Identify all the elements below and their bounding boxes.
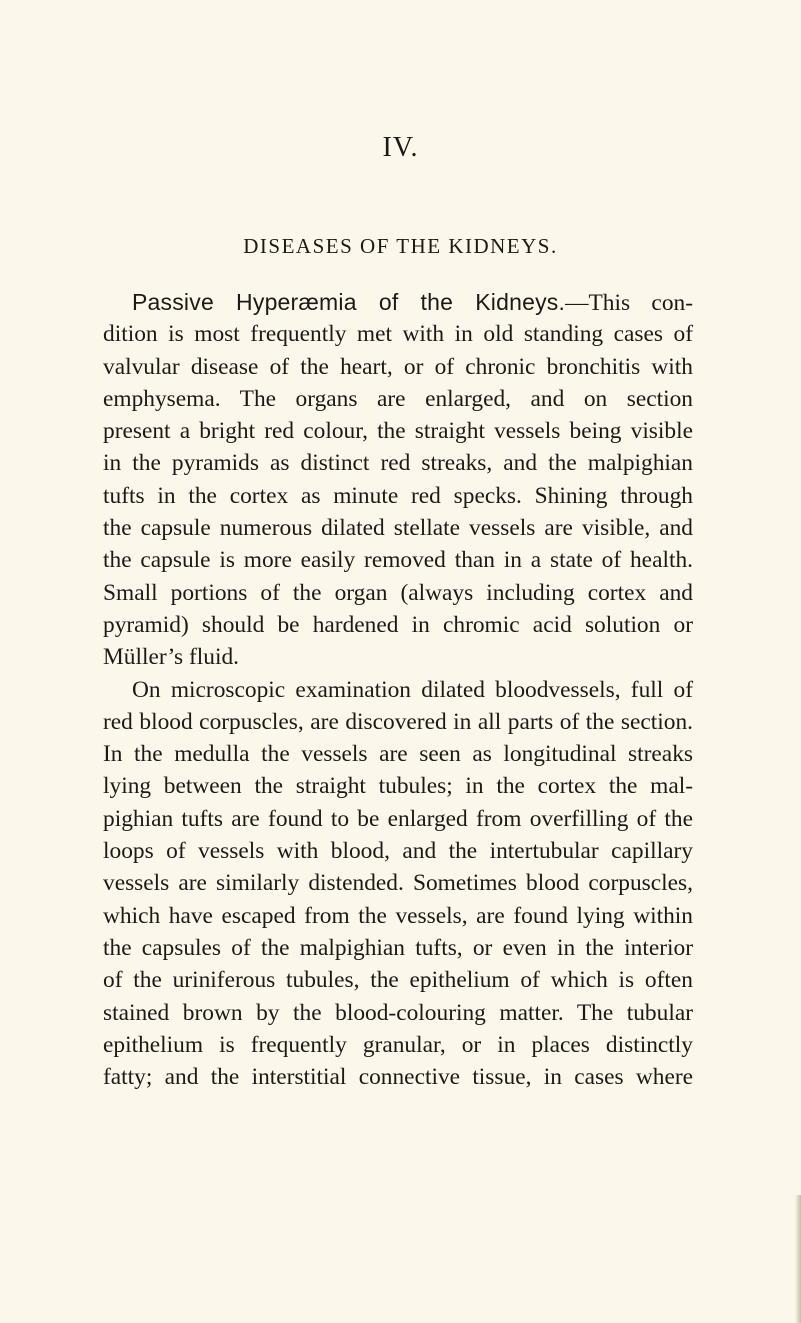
text-line: in the pyramids as distinct red streaks, and the malpighian bbox=[103, 450, 693, 477]
text-line: emphysema. The organs are enlarged, and on section bbox=[103, 385, 693, 412]
text-line: the capsule numerous dilated stellate vessels are visible, and bbox=[103, 515, 693, 542]
text-line: pighian tufts are found to be enlarged from overfilling of the bbox=[103, 805, 693, 832]
text-line: which have escaped from the vessels, are found lying within bbox=[103, 902, 693, 929]
text-line: pyramid) should be hardened in chromic acid solution or bbox=[103, 611, 693, 638]
text-line: present a bright red colour, the straight vessels being visible bbox=[103, 418, 693, 445]
text-line: lying between the straight tubules; in the cortex the mal- bbox=[103, 773, 693, 800]
text-line bbox=[103, 286, 693, 318]
text-line: the capsule is more easily removed than in a state of health. bbox=[103, 547, 693, 574]
text-line: valvular disease of the heart, or of chronic bronchitis with bbox=[103, 353, 693, 380]
text-line: Müller’s fluid. bbox=[103, 644, 240, 671]
chapter-number: IV. bbox=[382, 132, 419, 163]
text-line: dition is most frequently met with in old standing cases of bbox=[103, 321, 693, 348]
text-line: In the medulla the vessels are seen as longitudinal streaks bbox=[103, 741, 693, 768]
body-text bbox=[103, 286, 693, 1093]
chapter-title: DISEASES OF THE KIDNEYS. bbox=[243, 234, 558, 258]
text-line: of the uriniferous tubules, the epithelium of which is often bbox=[103, 967, 693, 994]
text-line: On microscopic examination dilated bloodvessels, full of bbox=[132, 676, 693, 703]
text-line-fragment: —This con- bbox=[565, 290, 693, 316]
text-line: loops of vessels with blood, and the intertubular capillary bbox=[103, 838, 693, 865]
text-line: tufts in the cortex as minute red specks. Shining through bbox=[103, 482, 693, 509]
text-line: vessels are similarly distended. Sometimes blood corpuscles, bbox=[103, 870, 693, 897]
section-heading: Passive Hyperæmia of the Kidneys. bbox=[132, 289, 566, 315]
text-line: red blood corpuscles, are discovered in all parts of the section. bbox=[103, 708, 693, 735]
text-line: Small portions of the organ (always including cortex and bbox=[103, 579, 693, 606]
text-line: stained brown by the blood-colouring matter. The tubular bbox=[103, 999, 693, 1026]
page-edge-shadow bbox=[795, 1195, 801, 1323]
text-line: fatty; and the interstitial connective tissue, in cases where bbox=[103, 1064, 693, 1091]
text-line: epithelium is frequently granular, or in places distinctly bbox=[103, 1031, 693, 1058]
text-line: the capsules of the malpighian tufts, or even in the interior bbox=[103, 934, 693, 961]
